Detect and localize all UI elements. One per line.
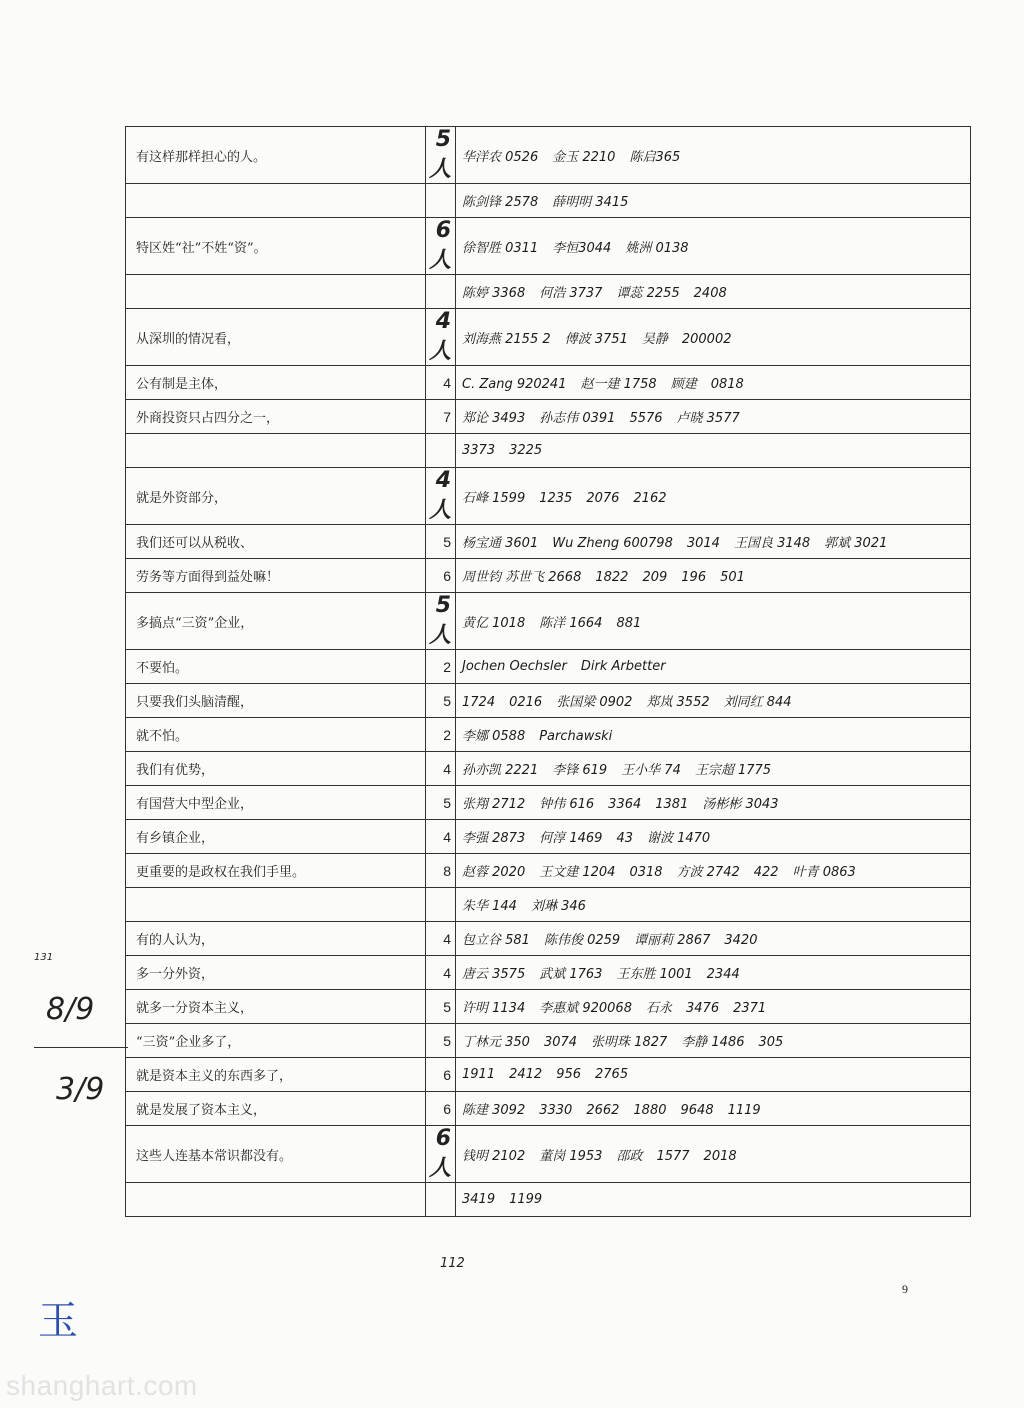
signature-count: 8 — [426, 854, 456, 888]
signature-count: 5 — [426, 786, 456, 820]
table-row — [126, 684, 971, 718]
table-row — [126, 366, 971, 400]
handwritten-signature: 881 — [616, 615, 642, 631]
watermark: shanghart.com — [6, 1370, 198, 1401]
handwritten-signature: 3420 — [724, 933, 758, 948]
table-row — [126, 127, 971, 184]
signature-count: 5 — [426, 1024, 456, 1058]
line-text: 多一分外资， — [126, 956, 426, 990]
signatures-cell — [456, 559, 971, 593]
handwritten-signature: 赵一建 1758 — [580, 377, 657, 392]
line-text: 不要怕。 — [126, 650, 426, 684]
line-text — [126, 1183, 426, 1217]
handwritten-signature: 陈建 3092 — [462, 1103, 526, 1118]
handwritten-signature: Parchawski — [539, 729, 613, 744]
signatures-cell — [456, 684, 971, 718]
signatures-cell — [456, 922, 971, 956]
table-row — [126, 718, 971, 752]
line-text: 有乡镇企业， — [126, 820, 426, 854]
handwritten-signature: 2371 — [733, 1001, 767, 1016]
handwritten-signature: 姚洲 0138 — [625, 240, 689, 256]
table-row — [126, 1126, 971, 1183]
handwritten-signature: 陈剑锋 2578 — [462, 195, 539, 210]
handwritten-signature: 1880 — [633, 1103, 667, 1118]
line-text: 就是资本主义的东西多了， — [126, 1058, 426, 1092]
line-text: 从深圳的情况看， — [126, 309, 426, 366]
handwritten-signature: 谢波 1470 — [646, 831, 711, 846]
line-text: 我们有优势， — [126, 752, 426, 786]
table-row — [126, 1058, 971, 1092]
table-row — [126, 309, 971, 366]
line-text: 更重要的是政权在我们手里。 — [126, 854, 426, 888]
table-row — [126, 888, 971, 922]
handwritten-signature: 3419 — [462, 1192, 496, 1207]
signature-count: 6人 — [426, 1126, 456, 1183]
handwritten-signature: 石峰 1599 — [462, 490, 526, 506]
handwritten-signature: 3074 — [543, 1035, 578, 1050]
handwritten-signature: 徐智胜 0311 — [462, 240, 539, 256]
handwritten-signature: 钟伟 616 — [539, 797, 595, 812]
handwritten-signature: 丁林元 350 — [462, 1035, 530, 1050]
handwritten-signature: 3330 — [539, 1103, 573, 1118]
signature-count: 6人 — [426, 218, 456, 275]
handwritten-signature: 2412 — [509, 1067, 543, 1082]
handwritten-signature: 张明珠 1827 — [591, 1035, 668, 1050]
handwritten-signature: 501 — [720, 570, 745, 585]
handwritten-signature: 张翔 2712 — [462, 797, 526, 812]
signature-count: 4 — [426, 366, 456, 400]
handwritten-signature: 200002 — [681, 331, 732, 347]
handwritten-signature: 孙志伟 0391 — [539, 411, 616, 426]
signatures-cell — [456, 718, 971, 752]
handwritten-signature: 顾建 — [670, 377, 697, 392]
line-text: 就是外资部分， — [126, 468, 426, 525]
table-row — [126, 990, 971, 1024]
handwritten-signature: 赵蓉 2020 — [462, 865, 526, 880]
signature-count: 6 — [426, 1058, 456, 1092]
signatures-cell — [456, 888, 971, 922]
signature-count: 5 — [426, 684, 456, 718]
signature-count: 2 — [426, 650, 456, 684]
signatures-cell — [456, 1024, 971, 1058]
signature-count — [426, 184, 456, 218]
handwritten-signature: 钱明 2102 — [462, 1148, 526, 1164]
handwritten-signature: 华洋农 0526 — [462, 149, 539, 165]
handwritten-signature: 包立谷 581 — [462, 933, 530, 948]
handwritten-signature: 422 — [753, 865, 779, 880]
signatures-cell — [456, 366, 971, 400]
handwritten-signature: 杨宝通 3601 — [462, 536, 539, 551]
table-row — [126, 820, 971, 854]
handwritten-signature: 0216 — [509, 695, 543, 710]
table-row — [126, 752, 971, 786]
line-text — [126, 184, 426, 218]
handwritten-signature: Wu Zheng 600798 — [552, 536, 673, 551]
handwritten-signature: 2076 — [586, 490, 620, 506]
table-row — [126, 1024, 971, 1058]
handwritten-signature: 周世钧 苏世飞 2668 — [462, 570, 582, 585]
signatures-cell — [456, 309, 971, 366]
signatures-cell — [456, 650, 971, 684]
signatures-cell — [456, 752, 971, 786]
signature-count: 6 — [426, 1092, 456, 1126]
handwritten-signature: 薛明明 3415 — [552, 195, 629, 210]
handwritten-signature: 李强 2873 — [462, 831, 526, 846]
handwritten-signature: 陈启365 — [629, 149, 681, 165]
signatures-cell — [456, 820, 971, 854]
line-text: 我们还可以从税收、 — [126, 525, 426, 559]
handwritten-signature: 1822 — [595, 570, 629, 585]
handwritten-signature: 1911 — [462, 1067, 496, 1082]
handwritten-signature: 何淳 1469 — [539, 831, 603, 846]
table-row — [126, 922, 971, 956]
handwritten-signature: 孙亦凯 2221 — [462, 763, 539, 778]
line-text — [126, 275, 426, 309]
handwritten-signature: 956 — [556, 1067, 582, 1082]
page-number: 9 — [902, 1282, 908, 1296]
table-row — [126, 1092, 971, 1126]
signature-count: 4 — [426, 752, 456, 786]
signatures-cell — [456, 275, 971, 309]
signatures-cell — [456, 468, 971, 525]
margin-mark-left: 131 — [34, 952, 54, 963]
signature-count: 4 — [426, 922, 456, 956]
line-text: 只要我们头脑清醒， — [126, 684, 426, 718]
table-row — [126, 434, 971, 468]
handwritten-signature: 谭蕊 2255 — [616, 286, 680, 301]
handwritten-signature: 1381 — [655, 797, 689, 812]
table-row — [126, 1183, 971, 1217]
handwritten-signature: 方波 2742 — [676, 865, 740, 880]
handwritten-signature: 刘海燕 2155 2 — [462, 331, 551, 347]
line-text: 就是发展了资本主义， — [126, 1092, 426, 1126]
signatures-cell — [456, 854, 971, 888]
handwritten-signature: 李惠斌 920068 — [539, 1001, 632, 1016]
line-text: 有的人认为， — [126, 922, 426, 956]
signature-count: 7 — [426, 400, 456, 434]
signatures-cell — [456, 525, 971, 559]
line-text: 就多一分资本主义， — [126, 990, 426, 1024]
handwritten-signature: 196 — [681, 570, 707, 585]
signatures-cell — [456, 956, 971, 990]
signature-count: 4人 — [426, 309, 456, 366]
signatures-cell — [456, 1092, 971, 1126]
table-row — [126, 650, 971, 684]
table-row — [126, 275, 971, 309]
count-below-table: 112 — [440, 1256, 465, 1271]
handwritten-signature: 石永 — [645, 1001, 672, 1016]
signatures-cell — [456, 593, 971, 650]
handwritten-signature: 5576 — [629, 411, 663, 426]
margin-fraction-bottom: 3/9 — [56, 1072, 105, 1107]
handwritten-signature: 2662 — [586, 1103, 620, 1118]
handwritten-signature: 1199 — [509, 1192, 543, 1207]
handwritten-signature: 209 — [642, 570, 668, 585]
table-row — [126, 786, 971, 820]
table-row — [126, 854, 971, 888]
handwritten-signature: 许明 1134 — [462, 1001, 526, 1016]
signatures-cell — [456, 1058, 971, 1092]
handwritten-signature: 傅波 3751 — [564, 331, 628, 347]
signatures-cell — [456, 184, 971, 218]
handwritten-signature: 王宗超 1775 — [694, 763, 772, 778]
line-text — [126, 888, 426, 922]
handwritten-signature: 金玉 2210 — [552, 149, 616, 165]
signature-count: 5 — [426, 990, 456, 1024]
signature-count: 5人 — [426, 127, 456, 184]
handwritten-signature: 邵政 — [616, 1148, 643, 1164]
handwritten-signature: 3014 — [686, 536, 720, 551]
handwritten-signature: 陈伟俊 0259 — [543, 933, 621, 948]
line-text: 外商投资只占四分之一， — [126, 400, 426, 434]
handwritten-signature: 谭丽莉 2867 — [634, 933, 711, 948]
handwritten-signature: 李锋 619 — [552, 763, 608, 778]
handwritten-signature: 张国梁 0902 — [556, 695, 633, 710]
handwritten-signature: 2344 — [706, 967, 740, 982]
handwritten-signature: 1119 — [727, 1103, 761, 1118]
line-text: 特区姓“社”不姓“资”。 — [126, 218, 426, 275]
handwritten-signature: C. Zang 920241 — [462, 377, 567, 392]
signature-count: 4 — [426, 820, 456, 854]
margin-divider — [34, 1047, 128, 1048]
line-text: 这些人连基本常识都没有。 — [126, 1126, 426, 1183]
signature-count: 6 — [426, 559, 456, 593]
signatures-cell — [456, 1183, 971, 1217]
handwritten-signature: 李恒3044 — [552, 240, 612, 256]
handwritten-signature: 董岗 1953 — [539, 1148, 603, 1164]
line-text — [126, 434, 426, 468]
handwritten-signature: 3225 — [509, 443, 543, 458]
signature-count: 5 — [426, 525, 456, 559]
signatures-cell — [456, 400, 971, 434]
line-text: 多搞点“三资”企业， — [126, 593, 426, 650]
table-row — [126, 559, 971, 593]
table-row — [126, 525, 971, 559]
signature-count — [426, 888, 456, 922]
handwritten-signature: 刘同红 844 — [723, 695, 792, 710]
signatures-cell — [456, 990, 971, 1024]
handwritten-signature: 汤彬彬 3043 — [702, 797, 779, 812]
signatures-cell — [456, 127, 971, 184]
line-text: 有国营大中型企业， — [126, 786, 426, 820]
handwritten-signature: 3373 — [462, 443, 496, 458]
handwritten-signature: 武斌 1763 — [539, 967, 603, 982]
signature-count — [426, 1183, 456, 1217]
transcript-table — [125, 126, 971, 1217]
table-row — [126, 468, 971, 525]
handwritten-signature: 3364 — [608, 797, 642, 812]
handwritten-signature: Jochen Oechsler — [462, 659, 567, 674]
handwritten-signature: 郑论 3493 — [462, 411, 526, 426]
signatures-cell — [456, 1126, 971, 1183]
handwritten-signature: 9648 — [680, 1103, 714, 1118]
handwritten-signature: 43 — [616, 831, 633, 846]
signatures-cell — [456, 434, 971, 468]
signature-count: 2 — [426, 718, 456, 752]
line-text: 劳务等方面得到益处嘛！ — [126, 559, 426, 593]
handwritten-signature: 郑岚 3552 — [646, 695, 710, 710]
table-row — [126, 184, 971, 218]
handwritten-signature: 陈婷 3368 — [462, 286, 526, 301]
handwritten-signature: 王东胜 1001 — [616, 967, 693, 982]
signature-count: 5人 — [426, 593, 456, 650]
handwritten-signature: 李静 1486 — [681, 1035, 745, 1050]
handwritten-signature: 3476 — [686, 1001, 720, 1016]
handwritten-signature: 1235 — [539, 490, 573, 506]
handwritten-signature: 0818 — [710, 377, 744, 392]
handwritten-signature: 卢晓 3577 — [676, 411, 740, 426]
signature-count — [426, 275, 456, 309]
signatures-cell — [456, 218, 971, 275]
handwritten-signature: 朱华 144 — [462, 899, 517, 914]
signatures-cell — [456, 786, 971, 820]
line-text: 有这样那样担心的人。 — [126, 127, 426, 184]
handwritten-signature: 陈洋 1664 — [539, 615, 603, 631]
handwritten-signature: 王国良 3148 — [733, 536, 811, 551]
handwritten-signature: 2162 — [633, 490, 667, 506]
handwritten-signature: Dirk Arbetter — [580, 659, 666, 674]
margin-fraction-top: 8/9 — [46, 992, 95, 1027]
handwritten-signature: 郭斌 3021 — [824, 536, 888, 551]
line-text: 公有制是主体， — [126, 366, 426, 400]
handwritten-signature: 叶青 0863 — [792, 865, 856, 880]
handwritten-signature: 2408 — [693, 286, 727, 301]
table-row — [126, 956, 971, 990]
handwritten-signature: 305 — [758, 1035, 784, 1050]
stamp-mark: 玉 — [38, 1298, 78, 1344]
signature-count: 4人 — [426, 468, 456, 525]
table-row — [126, 218, 971, 275]
table-row — [126, 593, 971, 650]
handwritten-signature: 何浩 3737 — [539, 286, 603, 301]
line-text: “三资”企业多了， — [126, 1024, 426, 1058]
handwritten-signature: 1724 — [462, 695, 496, 710]
handwritten-signature: 1577 — [656, 1148, 690, 1164]
handwritten-signature: 吴静 — [641, 331, 668, 347]
line-text: 就不怕。 — [126, 718, 426, 752]
handwritten-signature: 李娜 0588 — [462, 729, 526, 744]
handwritten-signature: 2765 — [595, 1067, 629, 1082]
handwritten-signature: 刘琳 346 — [530, 899, 586, 914]
handwritten-signature: 王文建 1204 — [539, 865, 616, 880]
signature-count: 4 — [426, 956, 456, 990]
table-row — [126, 400, 971, 434]
handwritten-signature: 王小华 74 — [621, 763, 681, 778]
handwritten-signature: 黄亿 1018 — [462, 615, 526, 631]
handwritten-signature: 2018 — [703, 1148, 737, 1164]
handwritten-signature: 唐云 3575 — [462, 967, 526, 982]
handwritten-signature: 0318 — [629, 865, 663, 880]
signature-count — [426, 434, 456, 468]
